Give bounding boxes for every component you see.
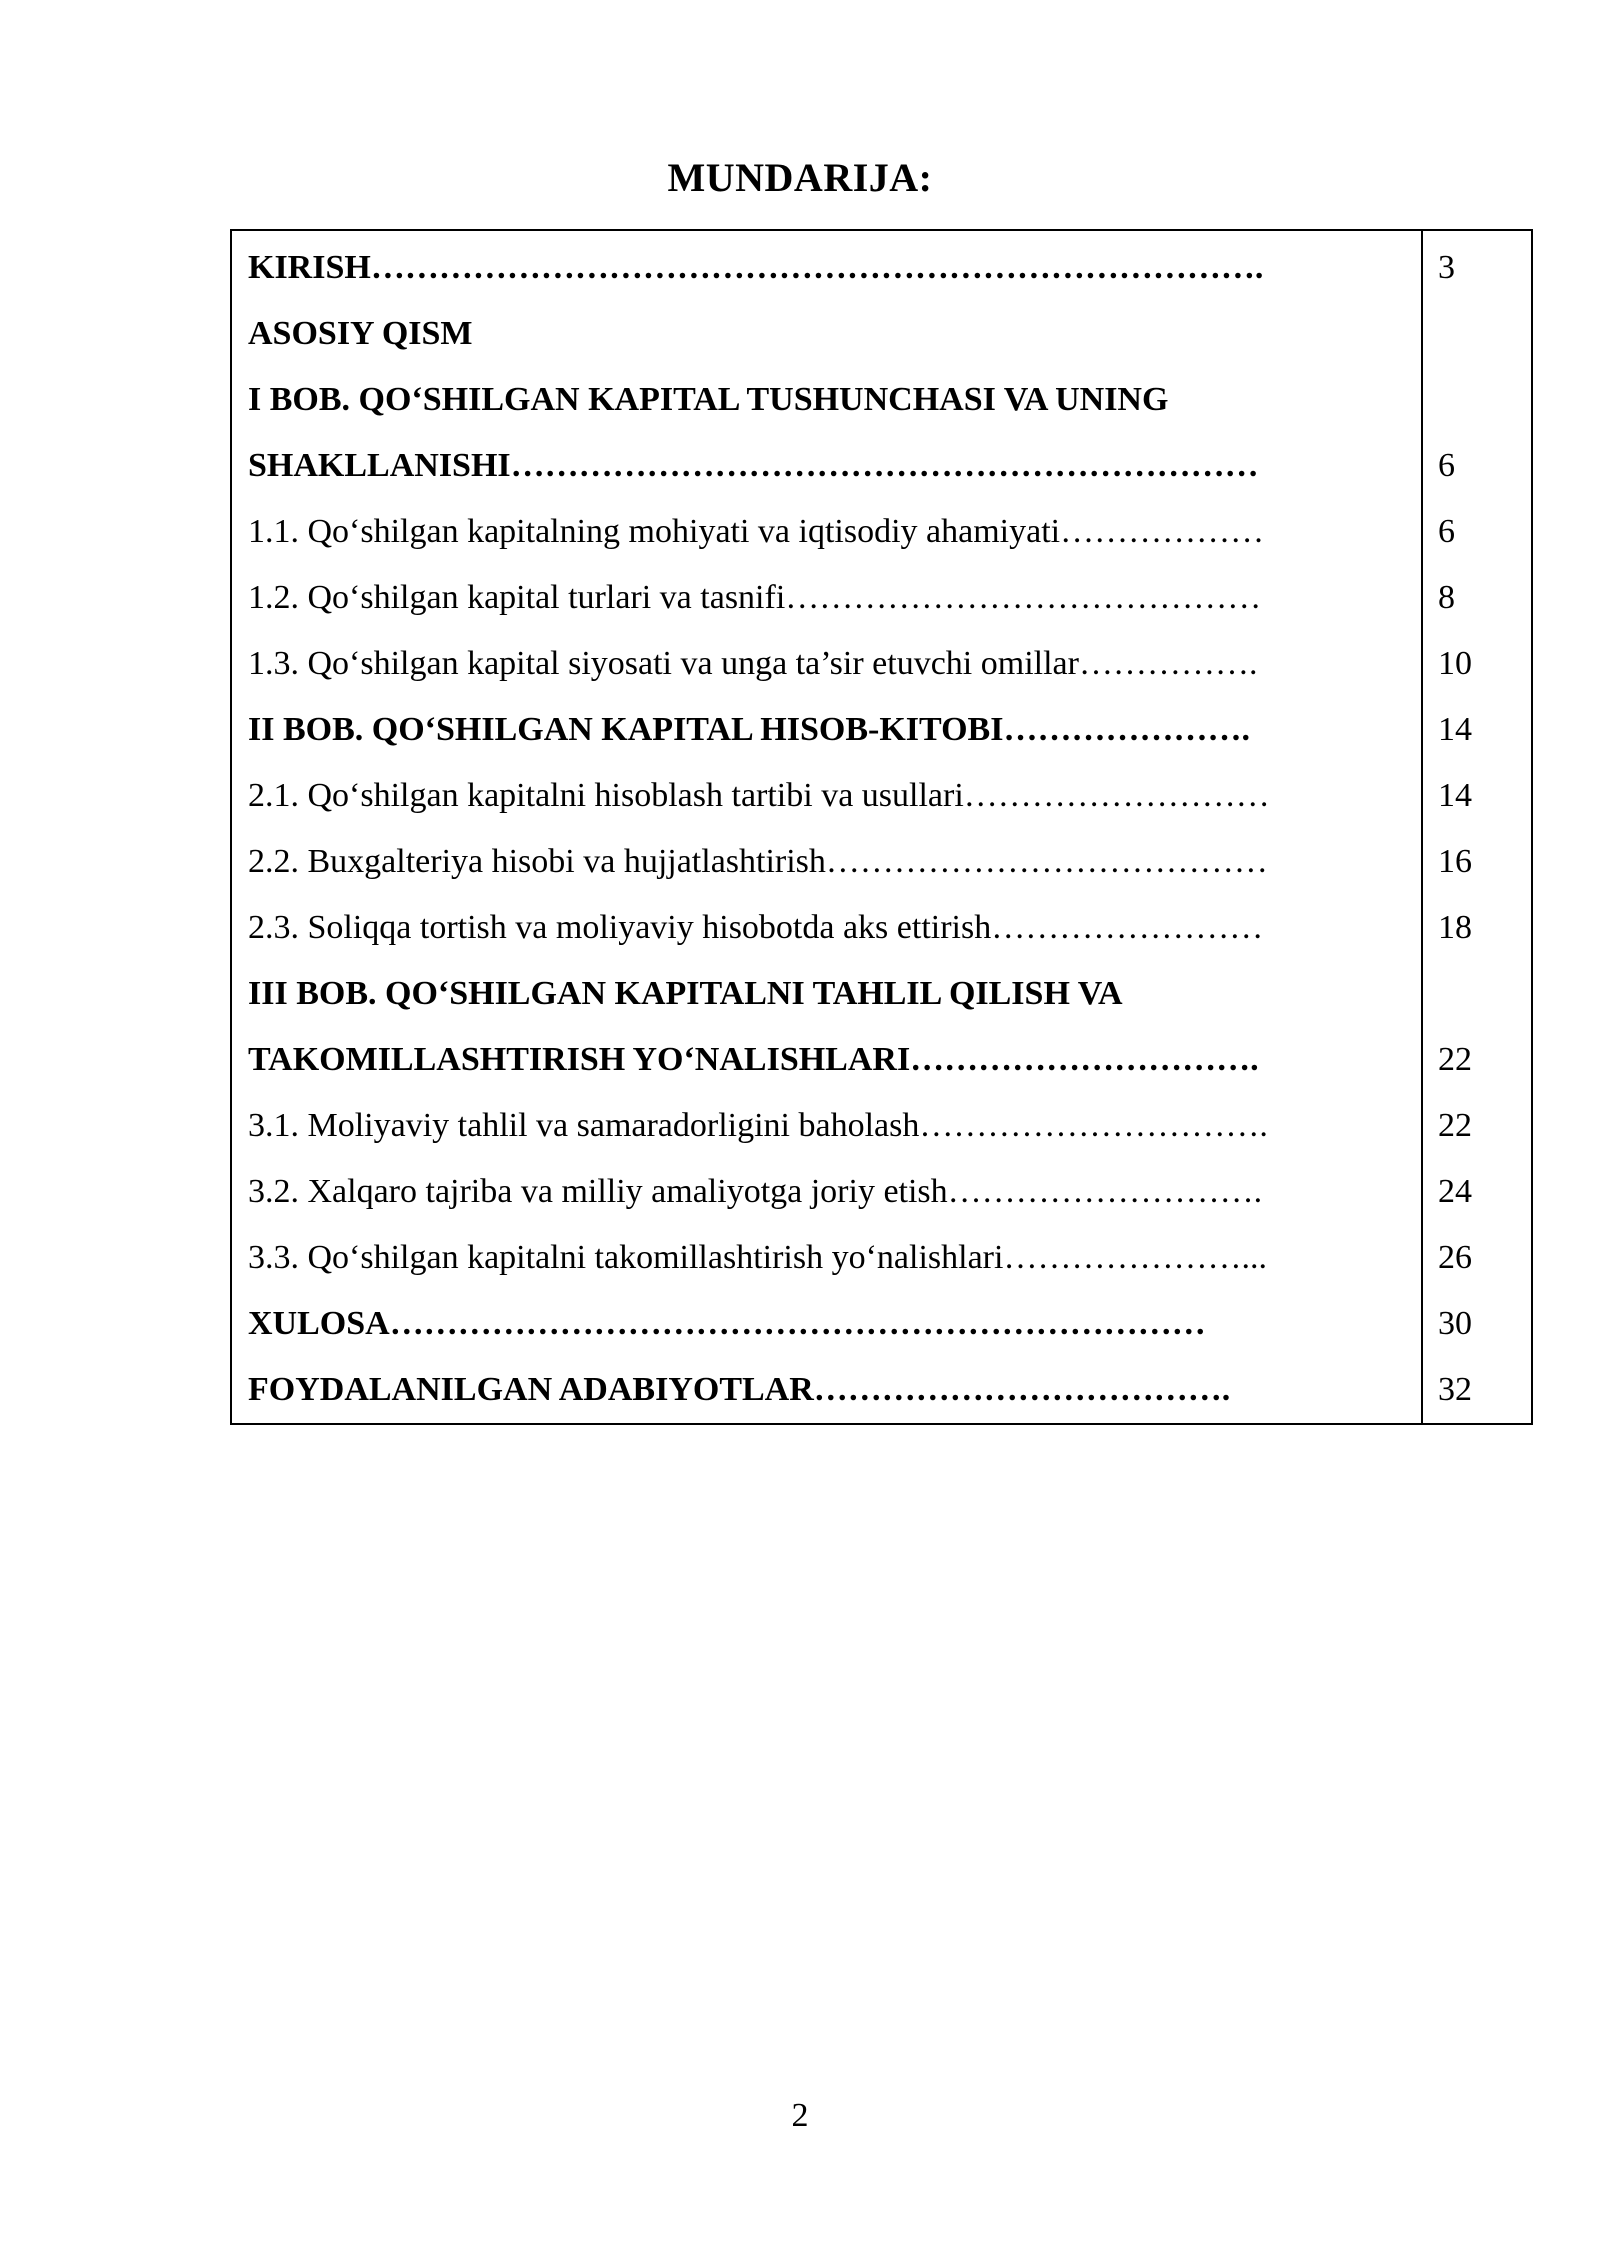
toc-entry-page: 18: [1438, 909, 1472, 946]
table-of-contents: [230, 229, 1533, 1425]
toc-entry-page: [1438, 301, 1531, 367]
toc-entry-title: 1.2. Qo‘shilgan kapital turlari va tasnifi……………………………………: [248, 579, 1262, 616]
toc-entry-title: 1.1. Qo‘shilgan kapitalning mohiyati va iqtisodiy ahamiyati………………: [248, 513, 1265, 550]
toc-pages-column: [1422, 230, 1532, 1424]
toc-entry-title: SHAKLLANISHI…………………………………………………………: [248, 447, 1259, 484]
toc-entry-page: 6: [1438, 513, 1455, 550]
toc-titles-column: [231, 230, 1422, 1424]
toc-entry-title: ASOSIY QISM: [248, 315, 473, 352]
toc-entry-page: 8: [1438, 579, 1455, 616]
toc-entry-page: [1438, 367, 1531, 433]
toc-entry-title: 3.3. Qo‘shilgan kapitalni takomillashtirish yo‘nalishlari…………………...: [248, 1239, 1267, 1276]
toc-entry-page: 16: [1438, 843, 1472, 880]
toc-entry-page: 3: [1438, 249, 1455, 286]
toc-entry-title: 2.1. Qo‘shilgan kapitalni hisoblash tartibi va usullari………………………: [248, 777, 1270, 814]
toc-entry-title: 1.3. Qo‘shilgan kapital siyosati va unga ta’sir etuvchi omillar…………….: [248, 645, 1258, 682]
toc-entry-title: TAKOMILLASHTIRISH YO‘NALISHLARI………………………….: [248, 1041, 1259, 1078]
page-number: 2: [791, 2097, 809, 2134]
toc-entry-title: II BOB. QO‘SHILGAN KAPITAL HISOB-KITOBI………………….: [248, 711, 1250, 748]
toc-entry-title: III BOB. QO‘SHILGAN KAPITALNI TAHLIL QILISH VA: [248, 975, 1123, 1012]
toc-entry-title: 2.2. Buxgalteriya hisobi va hujjatlashtirish…………………………………: [248, 843, 1268, 880]
toc-entry-page: 6: [1438, 447, 1455, 484]
toc-entry-title: I BOB. QO‘SHILGAN KAPITAL TUSHUNCHASI VA UNING: [248, 381, 1169, 418]
toc-entry-page: 24: [1438, 1173, 1472, 1210]
toc-entry-page: [1438, 961, 1531, 1027]
toc-entry-page: 32: [1438, 1371, 1472, 1408]
toc-entry-title: 3.2. Xalqaro tajriba va milliy amaliyotga joriy etish……………………….: [248, 1173, 1263, 1210]
toc-entry-title: 3.1. Moliyaviy tahlil va samaradorligini baholash………………………….: [248, 1107, 1268, 1144]
toc-entry-title: 2.3. Soliqqa tortish va moliyaviy hisobotda aks ettirish……………………: [248, 909, 1264, 946]
toc-entry-page: 22: [1438, 1107, 1472, 1144]
toc-entry-page: 30: [1438, 1305, 1472, 1342]
toc-entry-page: 26: [1438, 1239, 1472, 1276]
toc-entry-page: 10: [1438, 645, 1472, 682]
toc-entry-title: FOYDALANILGAN ADABIYOTLAR……………………………….: [248, 1371, 1231, 1408]
toc-entry-page: 22: [1438, 1041, 1472, 1078]
toc-entry-title: XULOSA………………………………………………………………: [248, 1305, 1206, 1342]
toc-entry-title: KIRISH…………………………………………………………………….: [248, 249, 1264, 286]
page-title: MUNDARIJA:: [667, 155, 933, 200]
toc-entry-page: 14: [1438, 777, 1472, 814]
toc-entry-page: 14: [1438, 711, 1472, 748]
